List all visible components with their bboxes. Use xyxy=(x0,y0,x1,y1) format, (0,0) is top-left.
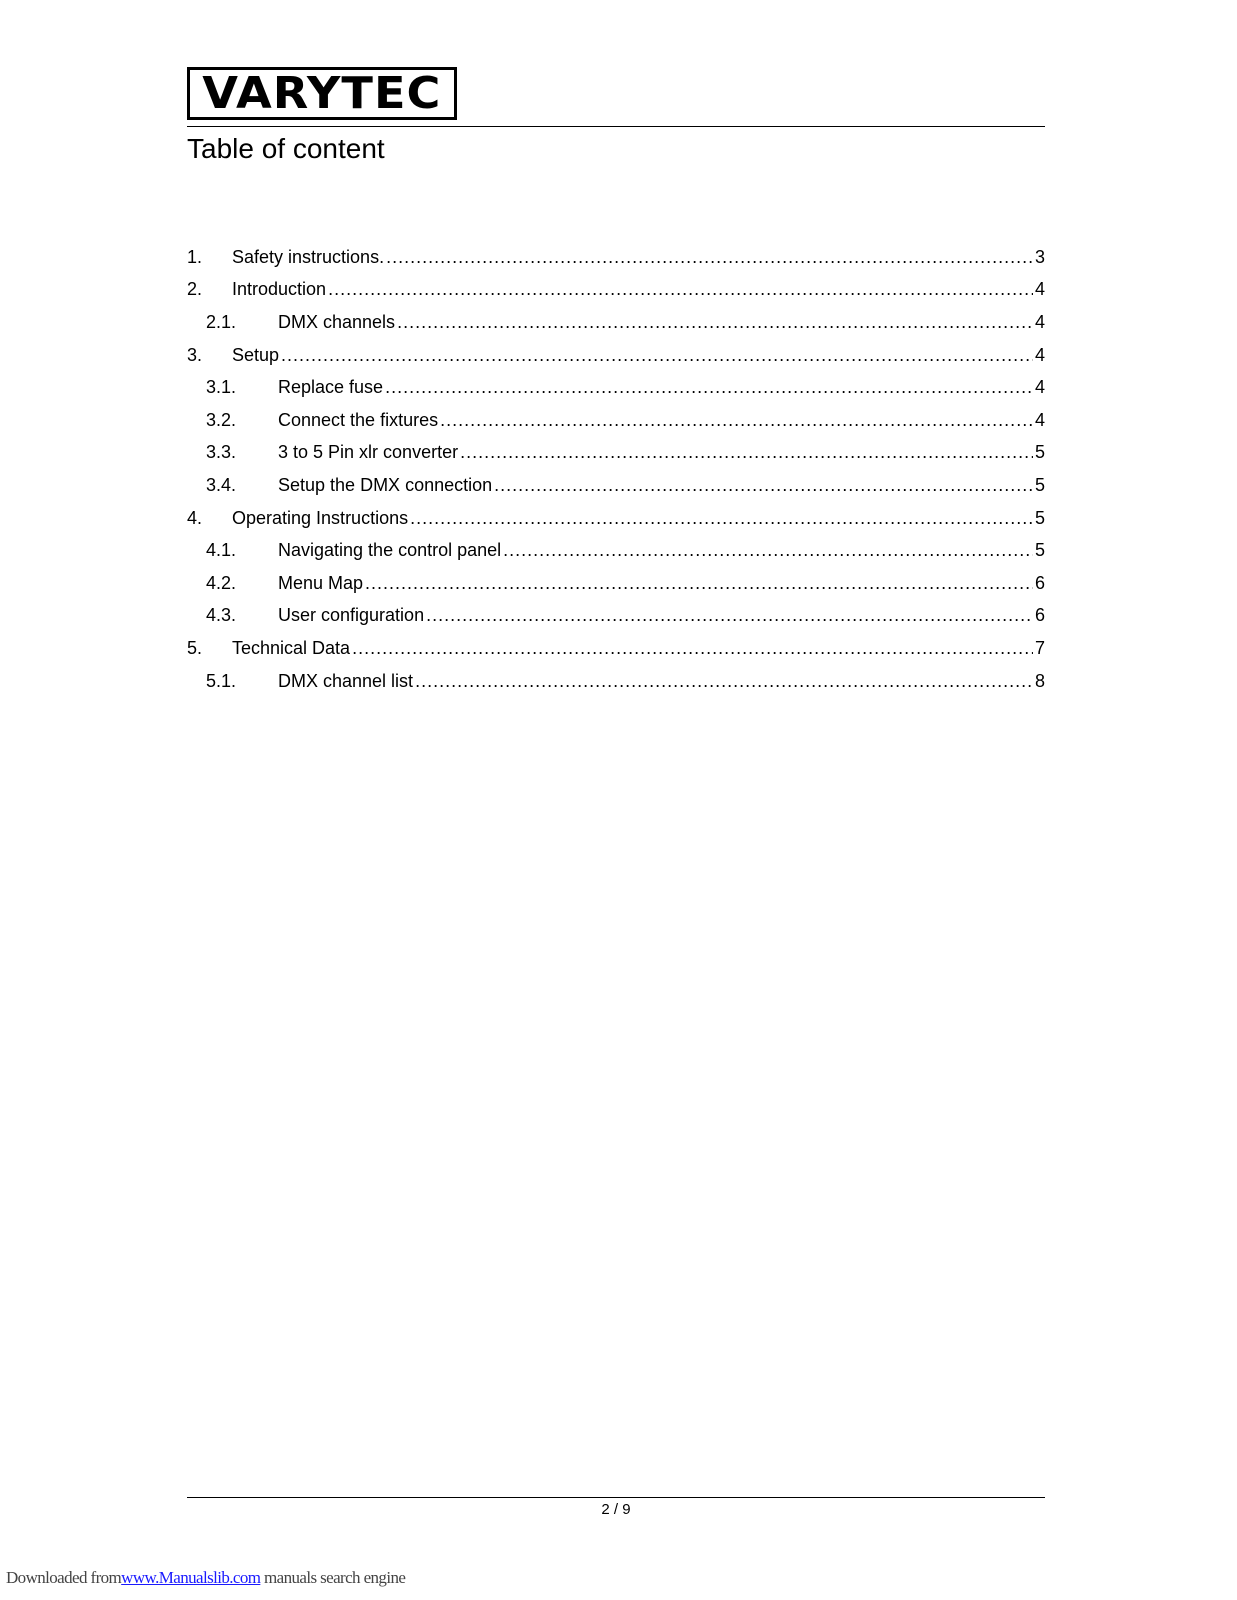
toc-dot-leader xyxy=(426,605,1033,626)
toc-entry-page: 3 xyxy=(1034,246,1045,267)
toc-entry-label: Setup xyxy=(232,344,280,365)
toc-entry-line xyxy=(232,345,1045,366)
toc-entry-number: 2.1. xyxy=(206,311,237,332)
toc-entry-page: 6 xyxy=(1034,605,1045,626)
toc-dot-leader xyxy=(386,247,1033,268)
download-notice xyxy=(6,1568,405,1588)
toc-entry-number: 3. xyxy=(187,344,203,365)
toc-entry-number: 3.4. xyxy=(206,474,237,495)
toc-entry-line xyxy=(278,671,1045,692)
toc-entry[interactable] xyxy=(187,371,1045,404)
toc-entry-line xyxy=(278,377,1045,398)
toc-entry-line xyxy=(278,312,1045,333)
toc-entry-line xyxy=(278,410,1045,431)
toc-entry[interactable] xyxy=(187,567,1045,600)
download-prefix: Downloaded from xyxy=(6,1568,122,1587)
toc-entry-label: Introduction xyxy=(232,279,327,300)
toc-entry-page: 4 xyxy=(1034,409,1045,430)
toc-entry-number: 1. xyxy=(187,246,203,267)
header-divider xyxy=(187,126,1045,127)
toc-entry-page: 4 xyxy=(1034,279,1045,300)
toc-entry-label: DMX channels xyxy=(278,311,396,332)
toc-dot-leader xyxy=(440,410,1033,431)
toc-entry-line xyxy=(278,573,1045,594)
toc-entry-line xyxy=(278,605,1045,626)
toc-entry-label: Menu Map xyxy=(278,572,364,593)
toc-dot-leader xyxy=(415,671,1033,692)
toc-entry-number: 3.1. xyxy=(206,377,237,398)
download-suffix: manuals search engine xyxy=(260,1568,406,1587)
toc-entry-page: 4 xyxy=(1034,311,1045,332)
toc-entry-page: 5 xyxy=(1034,474,1045,495)
toc-entry-page: 6 xyxy=(1034,572,1045,593)
toc-entry-number: 3.2. xyxy=(206,409,237,430)
toc-entry-page: 5 xyxy=(1034,442,1045,463)
logo-text: VARYTEC xyxy=(202,67,442,119)
toc-entry-label: Connect the fixtures xyxy=(278,409,439,430)
toc-entry-page: 4 xyxy=(1034,344,1045,365)
toc-entry-line xyxy=(278,540,1045,561)
toc-dot-leader xyxy=(328,279,1033,300)
toc-entry-line xyxy=(232,508,1045,529)
toc-dot-leader xyxy=(352,638,1033,659)
toc-dot-leader xyxy=(460,442,1033,463)
toc-dot-leader xyxy=(281,345,1033,366)
toc-dot-leader xyxy=(365,573,1033,594)
toc-dot-leader xyxy=(397,312,1033,333)
manualslib-link[interactable]: www.Manualslib.com xyxy=(121,1568,261,1587)
toc-entry-label: 3 to 5 Pin xlr converter xyxy=(278,442,459,463)
toc-entry-label: Navigating the control panel xyxy=(278,540,502,561)
toc-entry[interactable] xyxy=(187,534,1045,567)
toc-entry[interactable] xyxy=(187,502,1045,535)
toc-entry[interactable] xyxy=(187,274,1045,307)
toc-entry-label: User configuration xyxy=(278,605,425,626)
toc-entry-label: Replace fuse xyxy=(278,377,384,398)
toc-entry-page: 7 xyxy=(1034,637,1045,658)
toc-entry[interactable] xyxy=(187,469,1045,502)
toc-entry-label: DMX channel list xyxy=(278,670,414,691)
toc-dot-leader xyxy=(385,377,1033,398)
toc-entry-number: 4.2. xyxy=(206,572,237,593)
toc-entry-page: 4 xyxy=(1034,377,1045,398)
table-of-contents xyxy=(187,241,1045,697)
toc-dot-leader xyxy=(410,508,1033,529)
toc-dot-leader xyxy=(503,540,1033,561)
toc-entry-page: 8 xyxy=(1034,670,1045,691)
toc-entry-line xyxy=(232,638,1045,659)
toc-entry-label: Operating Instructions xyxy=(232,507,409,528)
toc-entry-number: 4.3. xyxy=(206,605,237,626)
toc-entry[interactable] xyxy=(187,306,1045,339)
toc-dot-leader xyxy=(494,475,1033,496)
toc-entry-line xyxy=(232,247,1045,268)
toc-entry-number: 4.1. xyxy=(206,540,237,561)
toc-entry-line xyxy=(278,475,1045,496)
toc-entry-label: Technical Data xyxy=(232,637,351,658)
page-number: 2 / 9 xyxy=(601,1501,631,1518)
toc-entry[interactable] xyxy=(187,241,1045,274)
toc-entry-number: 2. xyxy=(187,279,203,300)
varytec-logo xyxy=(187,67,457,120)
toc-entry[interactable] xyxy=(187,437,1045,470)
toc-entry[interactable] xyxy=(187,600,1045,633)
toc-entry-number: 3.3. xyxy=(206,442,237,463)
footer-divider xyxy=(187,1497,1045,1498)
toc-entry-page: 5 xyxy=(1034,507,1045,528)
toc-entry-number: 5.1. xyxy=(206,670,237,691)
toc-entry-label: Setup the DMX connection xyxy=(278,474,493,495)
page-title: Table of content xyxy=(187,133,385,164)
toc-entry-line xyxy=(232,279,1045,300)
toc-entry-page: 5 xyxy=(1034,540,1045,561)
toc-entry-number: 5. xyxy=(187,637,203,658)
toc-entry[interactable] xyxy=(187,339,1045,372)
toc-entry[interactable] xyxy=(187,404,1045,437)
toc-entry-line xyxy=(278,442,1045,463)
toc-entry[interactable] xyxy=(187,665,1045,698)
toc-entry-number: 4. xyxy=(187,507,203,528)
toc-entry[interactable] xyxy=(187,632,1045,665)
toc-entry-label: Safety instructions. xyxy=(232,246,385,267)
